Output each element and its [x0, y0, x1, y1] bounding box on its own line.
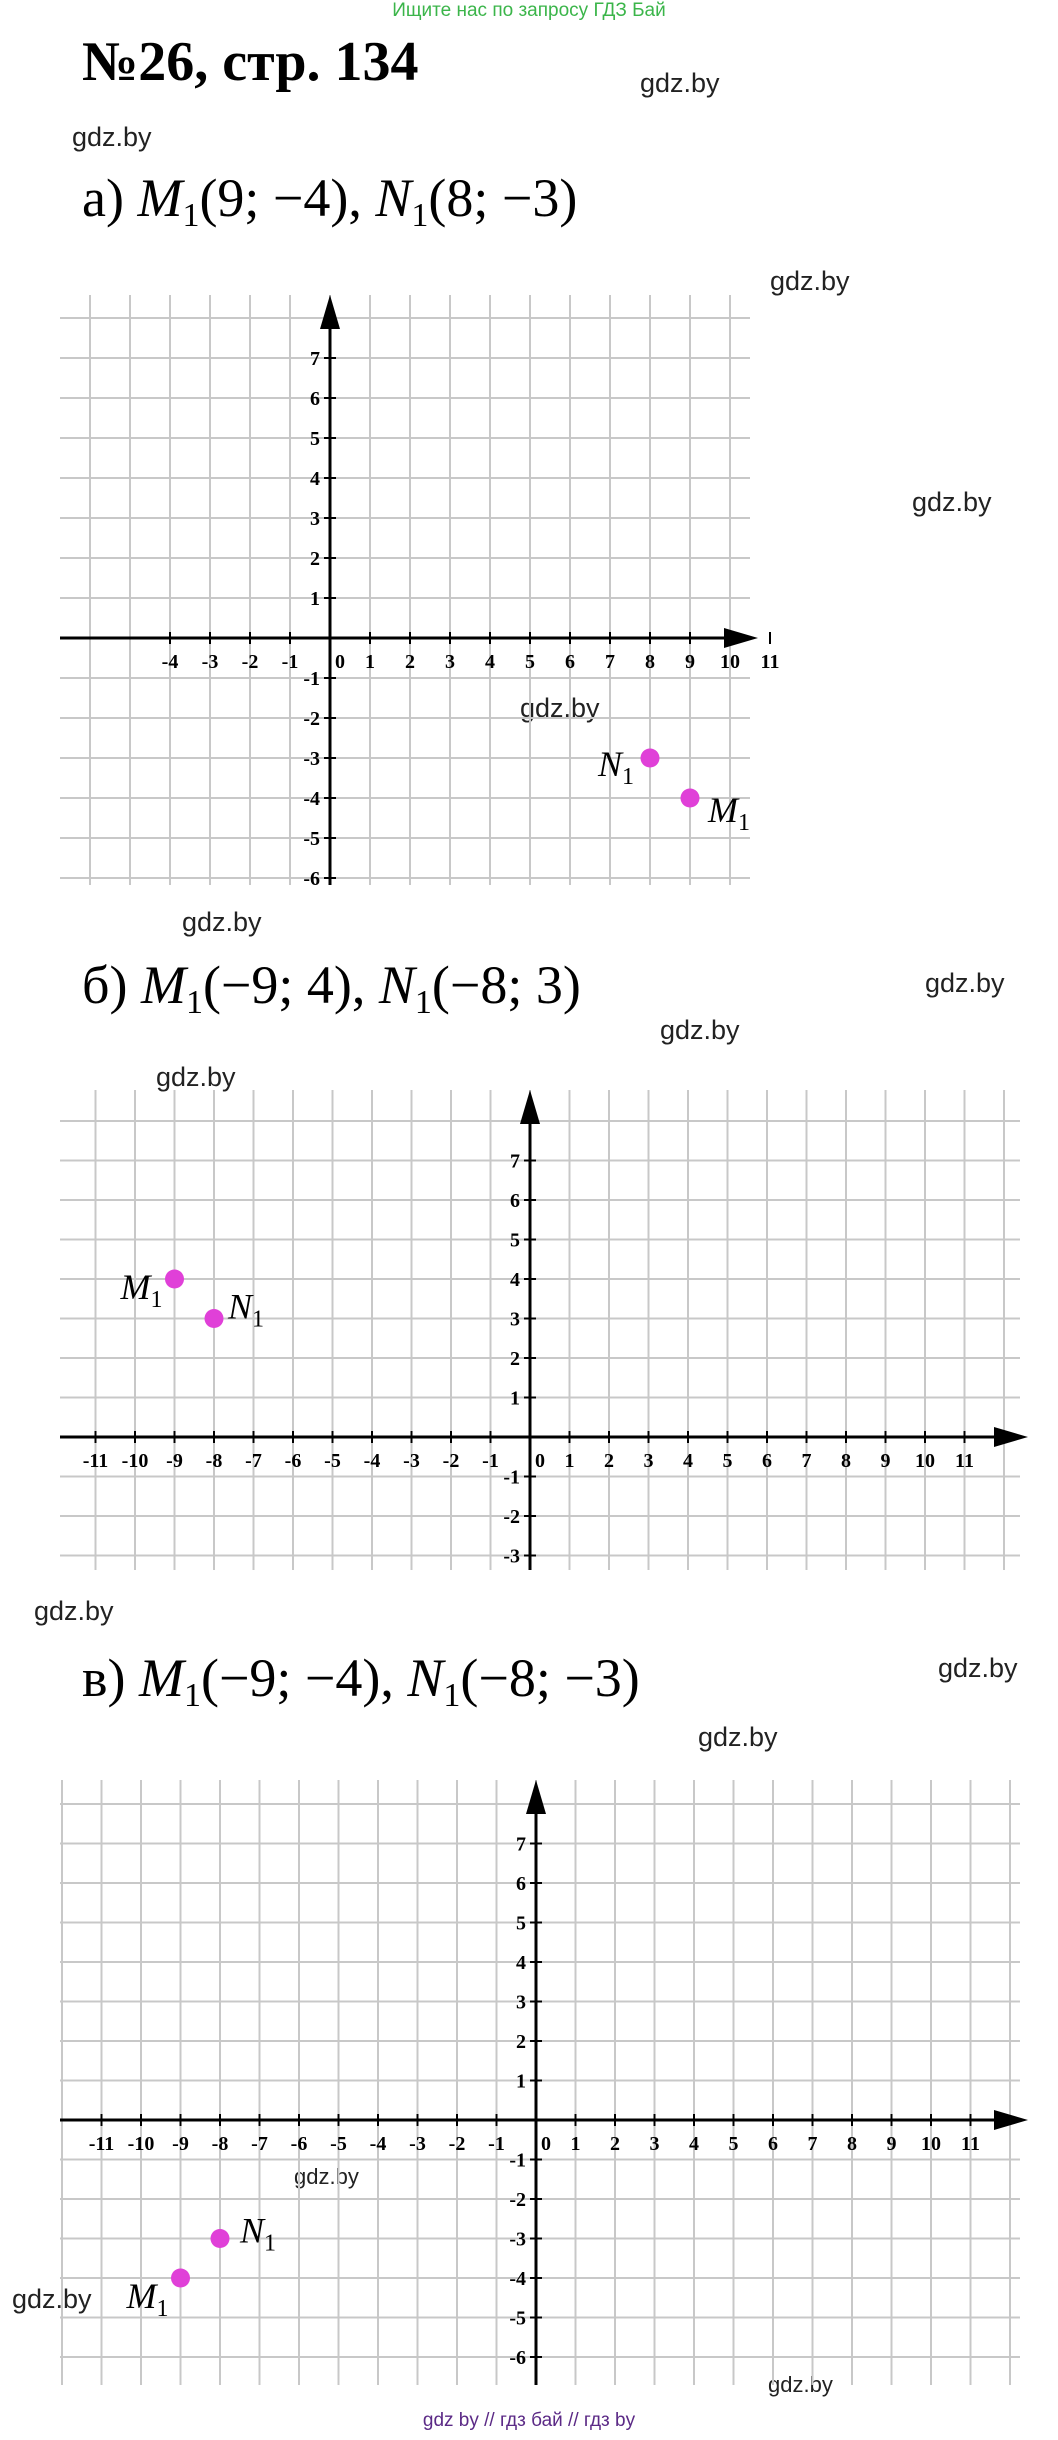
y-tick-label: 5 — [310, 428, 320, 450]
x-tick-label: -6 — [290, 2133, 308, 2155]
y-tick-label: -2 — [503, 1506, 520, 1528]
point-label-subscript: 1 — [150, 1287, 163, 1313]
point-name: N — [407, 1648, 444, 1708]
part-label: б) — [82, 955, 128, 1015]
x-tick-label: -6 — [284, 1450, 302, 1472]
y-tick-label: 4 — [510, 1269, 520, 1291]
heading-b: б) $M_1(-9$; 4), $N_1(-8$; 3) — [82, 955, 581, 1021]
point-name: M — [138, 1648, 184, 1708]
data-point — [205, 1309, 224, 1328]
watermark: gdz.by — [640, 68, 720, 98]
y-tick-label: 2 — [310, 548, 320, 570]
x-tick-label: -3 — [201, 651, 219, 673]
x-tick-label: 5 — [722, 1450, 733, 1472]
x-tick-label: 8 — [841, 1450, 851, 1472]
point-label — [227, 1287, 264, 1333]
y-tick-label: 7 — [516, 1833, 526, 1856]
point-coords: (−8; −3) — [460, 1648, 640, 1708]
point-subscript: 1 — [183, 1677, 201, 1714]
x-tick-label: 4 — [689, 2133, 699, 2155]
x-tick-label: 1 — [570, 2133, 581, 2155]
y-axis-arrow-icon — [520, 1090, 540, 1124]
y-tick-label: -6 — [509, 2347, 526, 2369]
x-tick-label: -11 — [82, 1450, 109, 1472]
point-name: N — [375, 168, 412, 228]
x-tick-label: -8 — [211, 2133, 229, 2155]
y-tick-label: 3 — [310, 508, 320, 530]
x-tick-label: -7 — [251, 2133, 268, 2155]
point-coords: (−9; 4) — [202, 955, 352, 1015]
x-tick-label: 3 — [445, 651, 455, 673]
coordinate-plane-b — [60, 1085, 1040, 1595]
y-tick-label: -3 — [503, 1545, 520, 1568]
point-label-name: M — [708, 790, 738, 830]
watermark: gdz.by — [520, 693, 600, 723]
y-tick-label: 1 — [516, 2070, 526, 2093]
y-tick-label: 3 — [516, 1991, 526, 2014]
x-tick-label: -2 — [448, 2133, 466, 2155]
search-banner[interactable]: Ищите нас по запросу ГДЗ Бай — [392, 0, 666, 21]
coordinate-plane-a — [60, 290, 780, 890]
x-tick-label: -3 — [403, 1450, 420, 1472]
point-label-subscript: 1 — [156, 2296, 169, 2322]
y-tick-label: 5 — [516, 1912, 526, 1935]
point-label-name: N — [597, 744, 622, 784]
y-tick-label: -1 — [303, 668, 320, 690]
point-coords: (−9; −4) — [200, 1648, 381, 1708]
y-tick-label: -4 — [303, 788, 320, 810]
x-tick-label: -10 — [127, 2133, 155, 2155]
point-label-name: M — [126, 2276, 157, 2316]
point-label-subscript: 1 — [622, 764, 634, 790]
x-tick-label: -4 — [363, 1450, 381, 1472]
y-tick-label: -5 — [509, 2307, 526, 2330]
x-tick-label: 0 — [535, 1450, 545, 1472]
x-tick-label: -2 — [241, 651, 259, 673]
x-tick-label: -5 — [324, 1450, 341, 1472]
point-label-subscript: 1 — [252, 1306, 265, 1333]
x-tick-label: 8 — [645, 651, 655, 673]
x-tick-label: -8 — [205, 1450, 223, 1472]
x-tick-label: 2 — [405, 651, 415, 673]
x-tick-label: 5 — [728, 2133, 739, 2155]
y-tick-label: -3 — [509, 2228, 526, 2251]
x-tick-label: 9 — [880, 1450, 891, 1472]
y-tick-label: -3 — [303, 748, 320, 770]
watermark: gdz.by — [156, 1062, 236, 1092]
watermark: gdz.by — [925, 968, 1005, 998]
point-label — [239, 2211, 276, 2257]
data-point — [641, 749, 660, 768]
x-tick-label: -9 — [166, 1450, 183, 1472]
x-tick-label: 4 — [485, 651, 495, 673]
point-coords: (−8; 3) — [431, 955, 581, 1015]
y-tick-label: -1 — [503, 1466, 520, 1489]
x-tick-label: 0 — [541, 2133, 551, 2155]
y-tick-label: 7 — [510, 1150, 520, 1173]
x-tick-label: 10 — [921, 2133, 941, 2155]
x-tick-label: 3 — [649, 2133, 660, 2155]
x-tick-label: 6 — [565, 651, 575, 673]
data-point — [171, 2269, 190, 2288]
data-point — [165, 1270, 184, 1289]
data-point — [681, 789, 700, 808]
point-label-subscript: 1 — [738, 810, 750, 836]
watermark: gdz.by — [294, 2164, 359, 2189]
x-tick-label: 9 — [886, 2133, 897, 2155]
y-tick-label: 7 — [310, 348, 320, 370]
y-tick-label: 6 — [310, 388, 320, 410]
part-label: в) — [82, 1648, 126, 1708]
x-tick-label: 2 — [604, 1450, 614, 1472]
y-tick-label: 3 — [510, 1308, 520, 1331]
point-label-name: M — [120, 1267, 151, 1307]
y-axis-arrow-icon — [526, 1780, 546, 1814]
y-tick-label: 1 — [510, 1387, 520, 1410]
x-tick-label: 8 — [847, 2133, 857, 2155]
point-label-subscript: 1 — [264, 2230, 277, 2257]
y-tick-label: 4 — [310, 468, 320, 490]
watermark: gdz.by — [72, 122, 152, 152]
watermark: gdz.by — [768, 2372, 833, 2397]
point-subscript: 1 — [182, 197, 200, 234]
point-label — [120, 1267, 163, 1313]
y-tick-label: -5 — [303, 828, 320, 850]
point-coords: (9; −4) — [199, 168, 349, 228]
watermark: gdz.by — [698, 1722, 778, 1752]
watermark: gdz.by — [12, 2284, 92, 2314]
watermark: gdz.by — [912, 487, 992, 517]
point-subscript: 1 — [443, 1677, 461, 1714]
point-name: M — [137, 168, 183, 228]
y-tick-label: -2 — [509, 2189, 526, 2211]
x-tick-label: -1 — [482, 1450, 499, 1472]
part-label: а) — [82, 168, 124, 228]
point-label — [126, 2276, 169, 2322]
y-tick-label: 5 — [510, 1229, 520, 1252]
y-tick-label: -1 — [509, 2149, 526, 2172]
x-tick-label: 5 — [525, 651, 535, 673]
x-tick-label: -5 — [330, 2133, 347, 2155]
x-tick-label: 2 — [610, 2133, 620, 2155]
x-tick-label: -10 — [121, 1450, 149, 1472]
x-tick-label: -9 — [172, 2133, 189, 2155]
watermark: gdz.by — [770, 266, 850, 296]
x-tick-label: 6 — [768, 2133, 778, 2155]
x-axis-arrow-icon — [994, 1427, 1028, 1447]
x-tick-label: -2 — [442, 1450, 460, 1472]
x-tick-label: 7 — [807, 2133, 818, 2155]
heading-a: а) $M_1(9$; −4), $N_1(8$; −3) — [82, 168, 578, 234]
y-tick-label: 2 — [510, 1348, 520, 1370]
x-tick-label: -7 — [245, 1450, 262, 1472]
point-subscript: 1 — [414, 984, 432, 1021]
x-tick-label: -3 — [409, 2133, 426, 2155]
point-name: M — [140, 955, 186, 1015]
x-tick-label: -4 — [161, 651, 179, 673]
x-tick-label: -4 — [369, 2133, 387, 2155]
page-title: №26, стр. 134 — [82, 31, 419, 93]
x-tick-label: 9 — [685, 651, 695, 673]
x-tick-label: -1 — [488, 2133, 505, 2155]
footer-links[interactable]: gdz by // гдз бай // гдз by — [422, 2410, 636, 2431]
x-tick-label: 7 — [801, 1450, 812, 1472]
y-tick-label: -6 — [303, 868, 320, 890]
x-tick-label: -11 — [88, 2133, 115, 2155]
point-subscript: 1 — [185, 984, 203, 1021]
y-tick-label: 1 — [310, 588, 320, 610]
y-tick-label: 2 — [516, 2031, 526, 2053]
watermark: gdz.by — [660, 1015, 740, 1045]
x-tick-label: 11 — [955, 1450, 974, 1472]
y-tick-label: 4 — [516, 1952, 526, 1974]
x-tick-label: 4 — [683, 1450, 693, 1472]
x-tick-label: 10 — [915, 1450, 935, 1472]
point-label-name: N — [228, 1286, 253, 1327]
point-label-name: N — [240, 2210, 265, 2251]
point-name: N — [378, 955, 415, 1015]
x-tick-label: 3 — [643, 1450, 654, 1472]
watermark: gdz.by — [938, 1653, 1018, 1683]
point-subscript: 1 — [411, 197, 429, 234]
y-tick-label: -2 — [303, 708, 320, 730]
x-tick-label: 10 — [720, 651, 740, 673]
watermark: gdz.by — [182, 907, 262, 937]
coordinate-plane-c — [60, 1775, 1040, 2395]
y-tick-label: 6 — [510, 1190, 520, 1212]
y-tick-label: 6 — [516, 1873, 526, 1895]
point-coords: (8; −3) — [428, 168, 578, 228]
x-tick-label: 7 — [605, 651, 615, 673]
x-tick-label: 11 — [760, 651, 780, 673]
x-tick-label: 1 — [564, 1450, 575, 1472]
x-tick-label: 1 — [365, 651, 375, 673]
x-tick-label: 11 — [961, 2133, 980, 2155]
data-point — [211, 2229, 230, 2248]
point-label — [707, 790, 750, 836]
heading-c: в) $M_1(-9$; −4), $N_1(-8$; −3) — [82, 1648, 640, 1714]
y-tick-label: -4 — [509, 2268, 526, 2290]
x-tick-label: 6 — [762, 1450, 772, 1472]
x-tick-label: -1 — [281, 651, 299, 673]
x-tick-label: 0 — [335, 651, 345, 673]
y-axis-arrow-icon — [320, 295, 340, 329]
watermark: gdz.by — [34, 1596, 114, 1626]
point-label — [597, 744, 634, 790]
